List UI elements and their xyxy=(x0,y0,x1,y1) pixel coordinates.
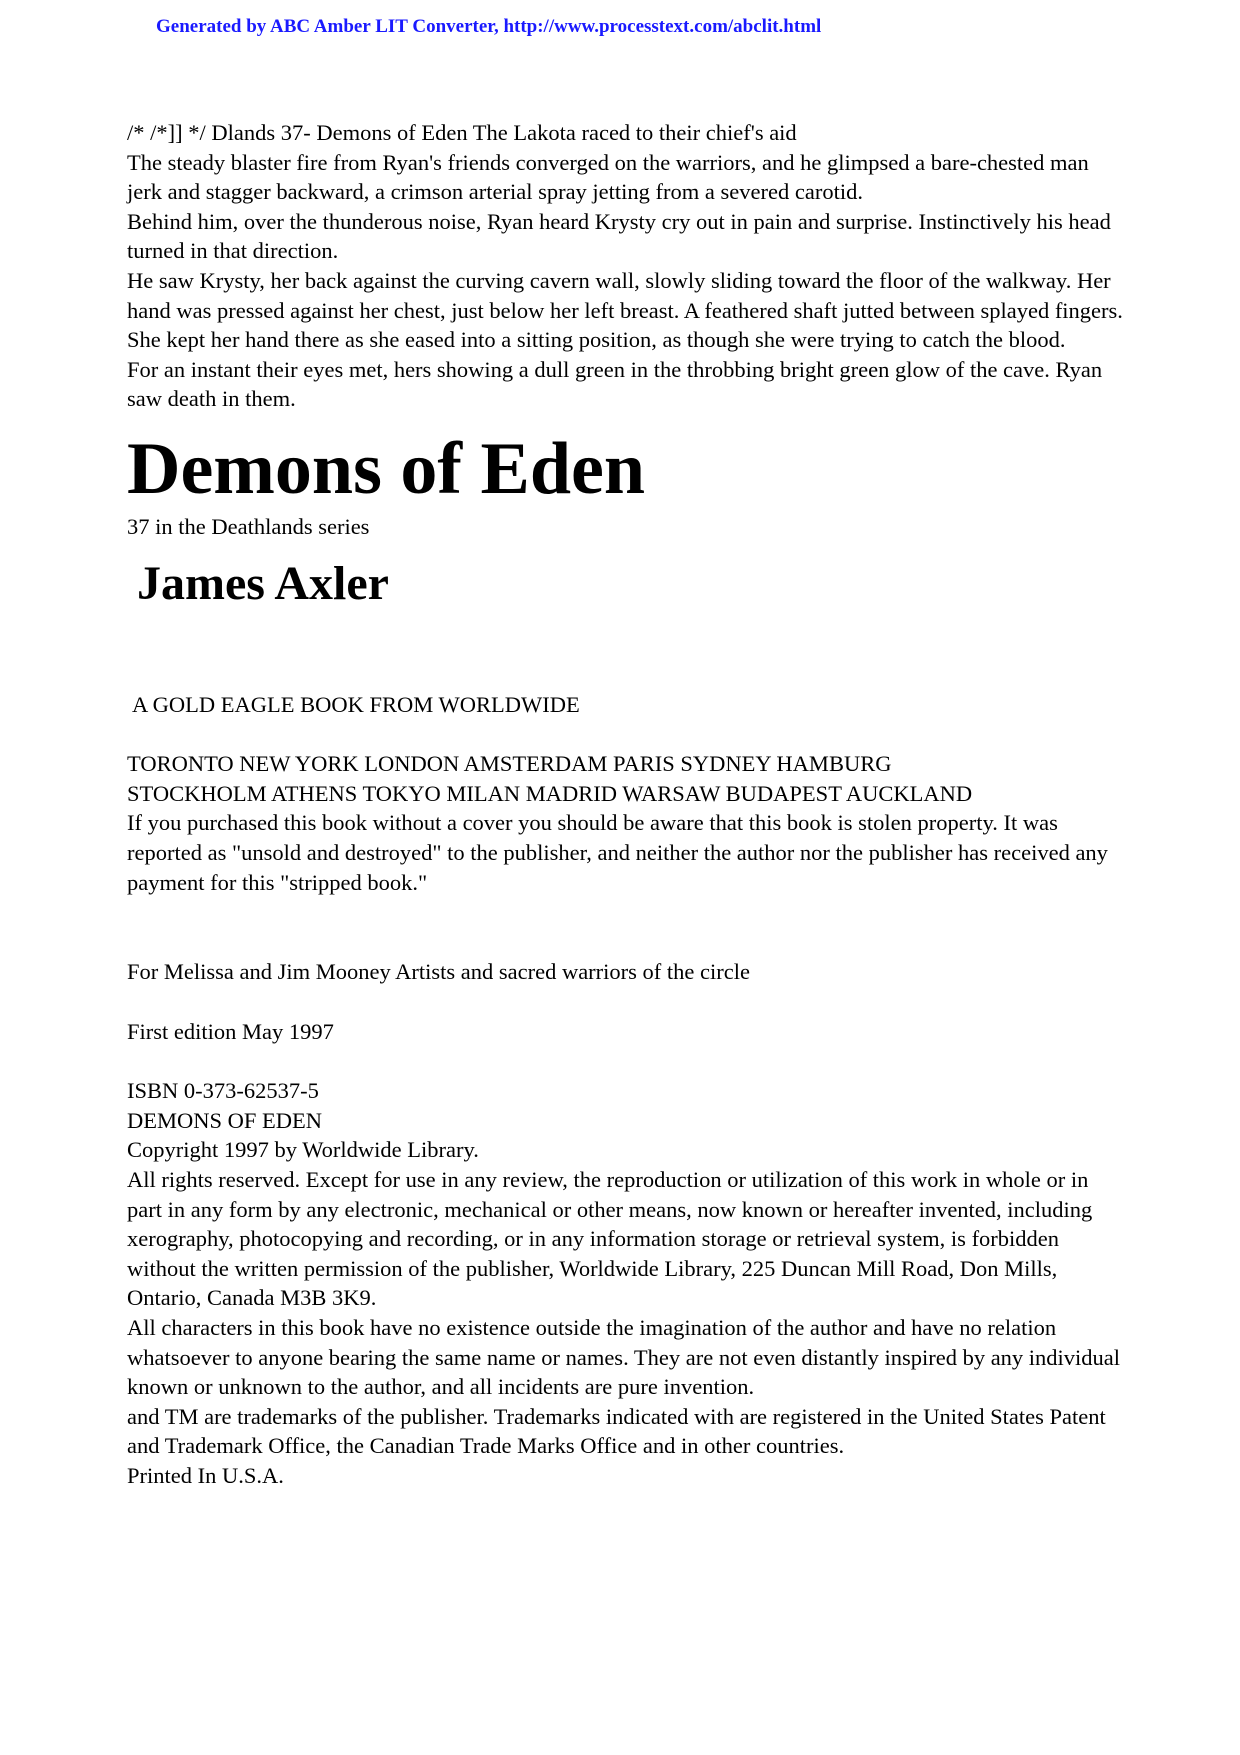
edition-line: First edition May 1997 xyxy=(127,1018,334,1044)
cities-line: STOCKHOLM ATHENS TOKYO MILAN MADRID WARSAW BUDAPEST AUCKLAND xyxy=(127,780,973,806)
imprint: A GOLD EAGLE BOOK FROM WORLDWIDE xyxy=(132,691,580,717)
excerpt-line: The steady blaster fire from Ryan's friends converged on the warriors, and he glimpsed a bare-chested man jerk and stagger backward, a crimson arterial spray jetting from a severed carotid. xyxy=(127,149,1089,205)
rights-notice: All rights reserved. Except for use in any review, the reproduction or utilization of this work in whole or in part in any form by any electronic, mechanical or other means, now known or hereafter invented, including xerography, photocopying and recording, or in any information storage or retrieval system, is forbidden without the written permission of the publisher, Worldwide Library, 225 Duncan Mill Road, Don Mills, Ontario, Canada M3B 3K9. xyxy=(127,1167,1093,1311)
characters-notice: All characters in this book have no existence outside the imagination of the author and have no relation whatsoever to anyone bearing the same name or names. They are not even distantly inspired by any individual known or unknown to the author, and all incidents are pure invention. xyxy=(127,1315,1121,1400)
converter-banner-link[interactable]: Generated by ABC Amber LIT Converter, http://www.processtext.com/abclit.html xyxy=(156,16,822,37)
dedication: For Melissa and Jim Mooney Artists and sacred warriors of the circle xyxy=(127,959,750,985)
series-subtitle: 37 in the Deathlands series xyxy=(127,513,370,539)
copyright-line: Copyright 1997 by Worldwide Library. xyxy=(127,1137,479,1163)
book-page xyxy=(127,118,1127,1491)
printed-line: Printed In U.S.A. xyxy=(127,1463,284,1488)
excerpt-line: /* /*]] */ Dlands 37- Demons of Eden The Lakota raced to their chief's aid xyxy=(127,120,797,145)
excerpt-line: He saw Krysty, her back against the curving cavern wall, slowly sliding toward the floor of the walkway. Her hand was pressed against her chest, just below her left breast. A feathered shaft jutted between splayed fingers. She kept her hand there as she eased into a sitting position, as though she were trying to catch the blood. xyxy=(127,267,1123,353)
excerpt-line: Behind him, over the thunderous noise, Ryan heard Krysty cry out in pain and surprise. Instinctively his head turned in that direction. xyxy=(127,208,1111,264)
author-name: James Axler xyxy=(137,556,389,610)
book-title-caps: DEMONS OF EDEN xyxy=(127,1107,323,1133)
trademark-notice: and TM are trademarks of the publisher. Trademarks indicated with are registered in the United States Patent and Trademark Office, the Canadian Trade Marks Office and in other countries. xyxy=(127,1403,1106,1459)
stripped-book-notice: If you purchased this book without a cover you should be aware that this book is stolen property. It was reported as "unsold and destroyed" to the publisher, and neither the author nor the publisher has received any payment for this "stripped book." xyxy=(127,810,1108,895)
cities-line: TORONTO NEW YORK LONDON AMSTERDAM PARIS SYDNEY HAMBURG xyxy=(127,751,892,777)
excerpt-line: For an instant their eyes met, hers showing a dull green in the throbbing bright green glow of the cave. Ryan saw death in them. xyxy=(127,356,1103,412)
isbn: ISBN 0-373-62537-5 xyxy=(127,1078,319,1104)
book-title: Demons of Eden xyxy=(127,427,646,510)
